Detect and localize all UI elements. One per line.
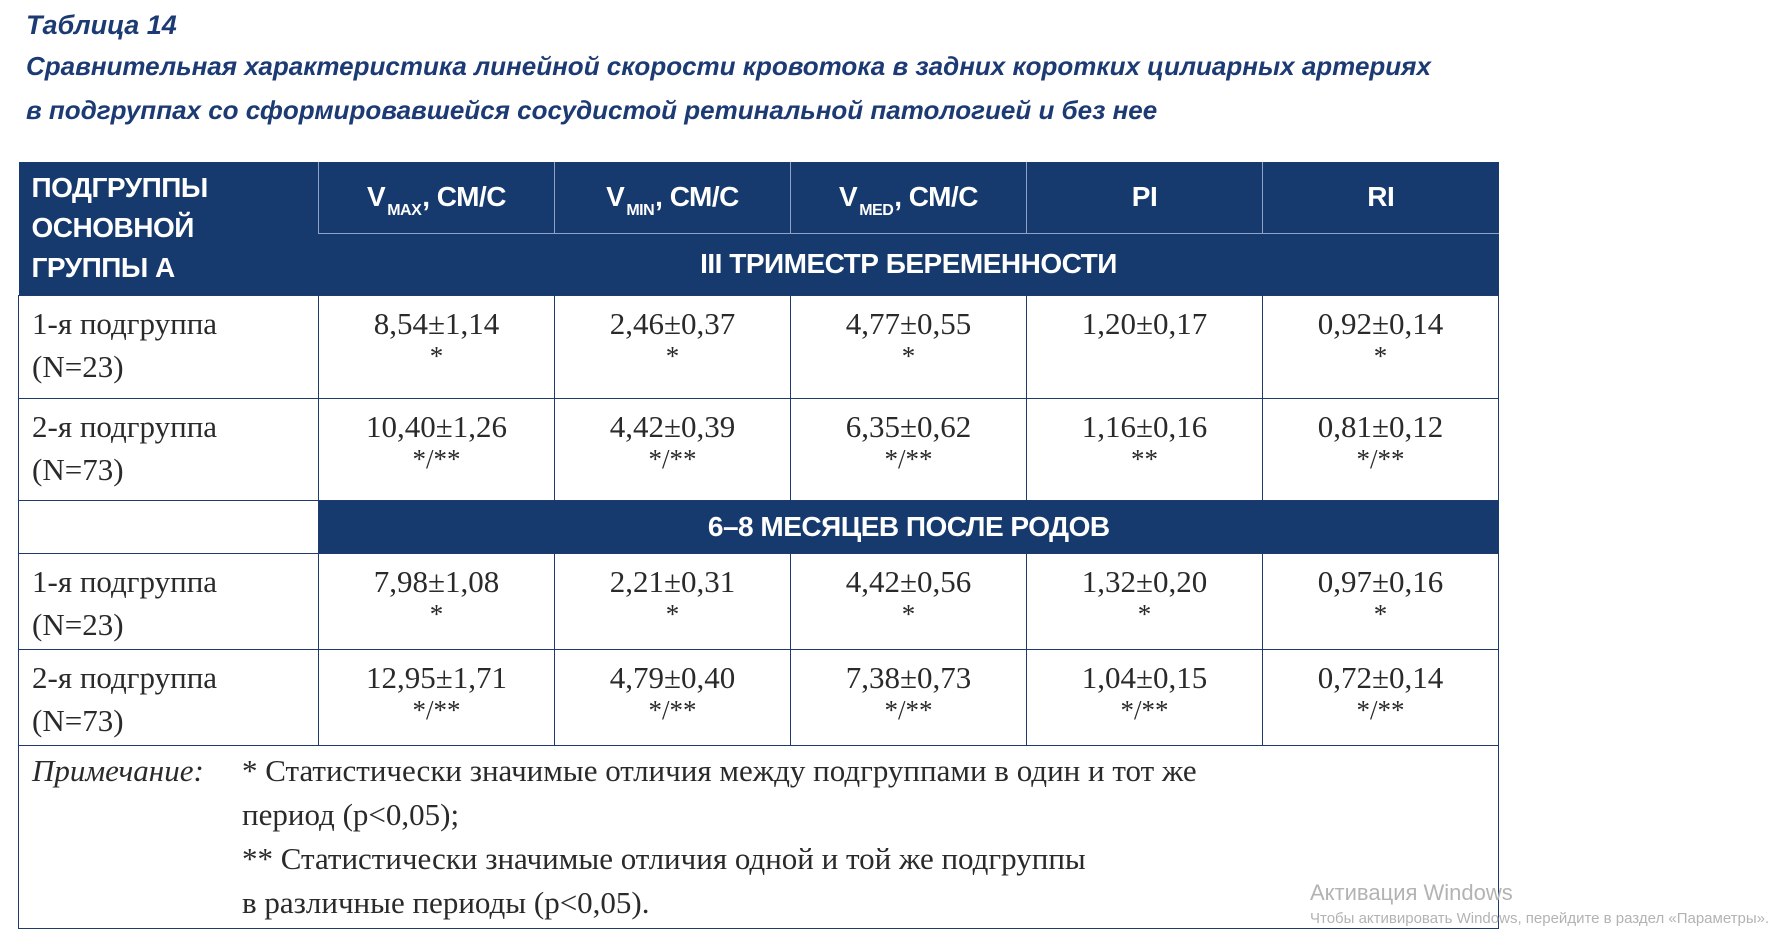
- table-row: [19, 553, 1499, 649]
- cell-vmax: 12,95±1,71 */**: [319, 649, 555, 745]
- table-row: [19, 649, 1499, 745]
- cell-vmax: 8,54±1,14 *: [319, 295, 555, 398]
- cell-ri: 0,72±0,14 */**: [1263, 649, 1499, 745]
- note-label: Примечание:: [32, 752, 204, 788]
- cell-vmax: 7,98±1,08 *: [319, 553, 555, 649]
- row-label: 1-я подгруппа (N=23): [19, 553, 319, 649]
- cell-vmin: 4,79±0,40 */**: [555, 649, 791, 745]
- table-row: [19, 398, 1499, 500]
- cell-pi: 1,32±0,20 *: [1027, 553, 1263, 649]
- cell-pi: 1,04±0,15 */**: [1027, 649, 1263, 745]
- column-header-pi: PI: [1027, 162, 1263, 233]
- column-header-ri: RI: [1263, 162, 1499, 233]
- windows-activation-watermark: [1310, 878, 1769, 930]
- table-title-line-2: в подгруппах со сформировавшейся сосудистой ретинальной патологией и без нее: [26, 95, 1158, 125]
- cell-ri: 0,97±0,16 *: [1263, 553, 1499, 649]
- row-label: 1-я подгруппа (N=23): [19, 295, 319, 398]
- period-header-trimester: III ТРИМЕСТР БЕРЕМЕННОСТИ: [319, 233, 1499, 295]
- period-header-row: [19, 500, 1499, 553]
- note-text: * Статистически значимые отличия между подгруппами в один и тот же период (p<0,05); ** Статистически значимые отличия одной и той же подгруппы в различные периоды (p<0,05).: [242, 752, 1197, 920]
- cell-pi: 1,16±0,16 **: [1027, 398, 1263, 500]
- note-row: [19, 745, 1499, 928]
- row-label: 2-я подгруппа (N=73): [19, 649, 319, 745]
- cell-vmed: 7,38±0,73 */**: [791, 649, 1027, 745]
- cell-vmed: 4,77±0,55 *: [791, 295, 1027, 398]
- column-header-vmed: V $_{MED}$, СМ/С: [791, 162, 1027, 233]
- row-label: 2-я подгруппа (N=73): [19, 398, 319, 500]
- cell-vmin: 4,42±0,39 */**: [555, 398, 791, 500]
- table-row: [19, 295, 1499, 398]
- watermark-title: Активация Windows: [1310, 880, 1513, 905]
- first-column-header: ПОДГРУППЫ ОСНОВНОЙ ГРУППЫ А: [19, 162, 319, 295]
- cell-pi: 1,20±0,17: [1027, 295, 1263, 398]
- table-note: [19, 745, 1499, 928]
- column-header-vmin: V $_{MIN}$, СМ/С: [555, 162, 791, 233]
- cell-ri: 0,81±0,12 */**: [1263, 398, 1499, 500]
- cell-vmax: 10,40±1,26 */**: [319, 398, 555, 500]
- data-table: [18, 162, 1499, 929]
- cell-vmed: 6,35±0,62 */**: [791, 398, 1027, 500]
- header-row: [19, 162, 1499, 233]
- table-title-line-1: Сравнительная характеристика линейной скорости кровотока в задних коротких цилиарных артериях: [26, 51, 1431, 81]
- column-header-vmax: V $_{MAX}$, СМ/С: [319, 162, 555, 233]
- table-number: Таблица 14: [26, 10, 177, 40]
- cell-vmin: 2,46±0,37 *: [555, 295, 791, 398]
- watermark-subtitle: Чтобы активировать Windows, перейдите в раздел «Параметры».: [1310, 910, 1769, 927]
- cell-vmed: 4,42±0,56 *: [791, 553, 1027, 649]
- cell-ri: 0,92±0,14 *: [1263, 295, 1499, 398]
- period-header-postpartum: 6–8 МЕСЯЦЕВ ПОСЛЕ РОДОВ: [319, 500, 1499, 553]
- blank-cell: [19, 500, 319, 553]
- cell-vmin: 2,21±0,31 *: [555, 553, 791, 649]
- table-caption: [26, 6, 1496, 132]
